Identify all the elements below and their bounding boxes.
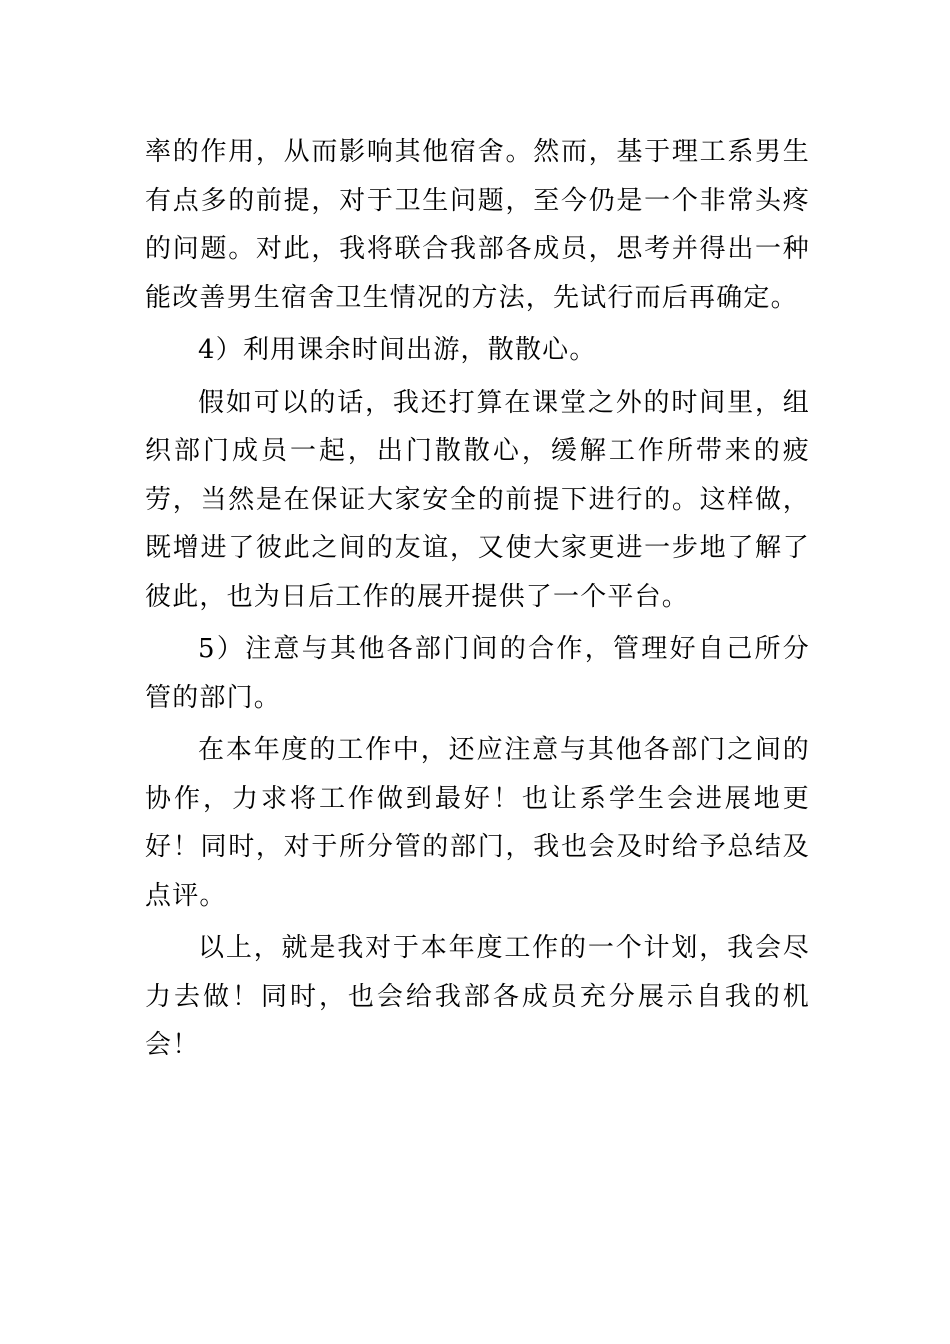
section-heading-5: 5）注意与其他各部门间的合作，管理好自己所分管的部门。 (145, 634, 810, 713)
section-heading-4: 4）利用课余时间出游，散散心。 (198, 335, 597, 365)
paragraph-continuation: 率的作用，从而影响其他宿舍。然而，基于理工系男生有点多的前提，对于卫生问题，至今仍是一个非常头疼的问题。对此，我将联合我部各成员，思考并得出一种能改善男生宿舍卫生情况的方法，先试行而后再确定。 (145, 137, 810, 313)
document-body (145, 128, 810, 1074)
paragraph: 假如可以的话，我还打算在课堂之外的时间里，组织部门成员一起，出门散散心，缓解工作所带来的疲劳，当然是在保证大家安全的前提下进行的。这样做，既增进了彼此之间的友谊，又使大家更进一步地了解了彼此，也为日后工作的展开提供了一个平台。 (145, 387, 810, 612)
paragraph: 在本年度的工作中，还应注意与其他各部门之间的协作，力求将工作做到最好！也让系学生会进展地更好！同时，对于所分管的部门，我也会及时给予总结及点评。 (145, 735, 810, 911)
paragraph-conclusion: 以上，就是我对于本年度工作的一个计划，我会尽力去做！同时，也会给我部各成员充分展示自我的机会！ (145, 933, 810, 1060)
